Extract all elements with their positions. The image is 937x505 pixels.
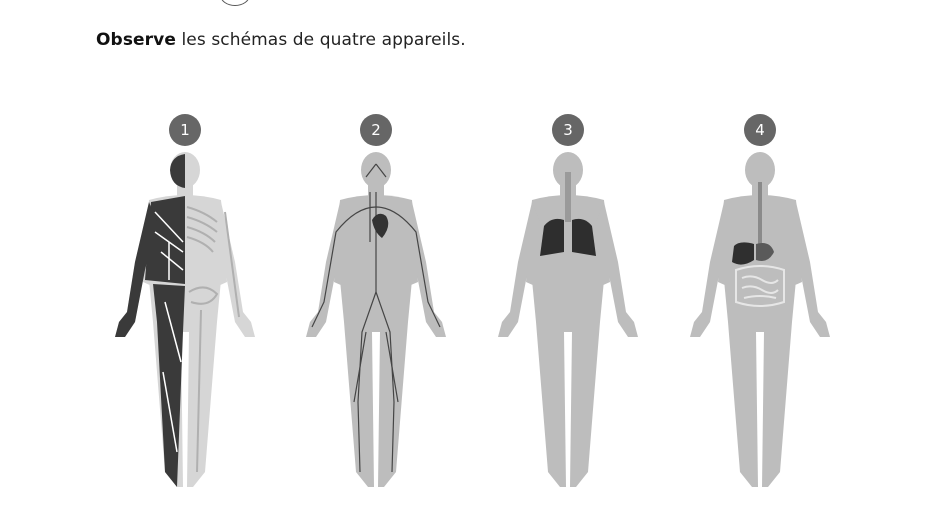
body-illustration-digestive (680, 152, 840, 497)
figure-1-muscles-skeleton (105, 114, 265, 499)
figure-1-number-badge: 1 (169, 114, 201, 146)
body-illustration-circulatory (296, 152, 456, 497)
liver (732, 242, 754, 264)
instruction-text (96, 30, 466, 50)
body-illustration-muscles-skeleton (105, 152, 265, 497)
instruction-bold: Observe (96, 30, 176, 50)
body-illustration-respiratory (488, 152, 648, 497)
figure-2-circulatory (296, 114, 456, 499)
instruction-rest: les schémas de quatre appareils. (175, 30, 466, 50)
decorative-circle (220, 0, 250, 6)
figure-4-number-badge: 4 (744, 114, 776, 146)
figure-4-digestive (680, 114, 840, 499)
figure-3-respiratory (488, 114, 648, 499)
figure-3-number-badge: 3 (552, 114, 584, 146)
figure-2-number-badge: 2 (360, 114, 392, 146)
